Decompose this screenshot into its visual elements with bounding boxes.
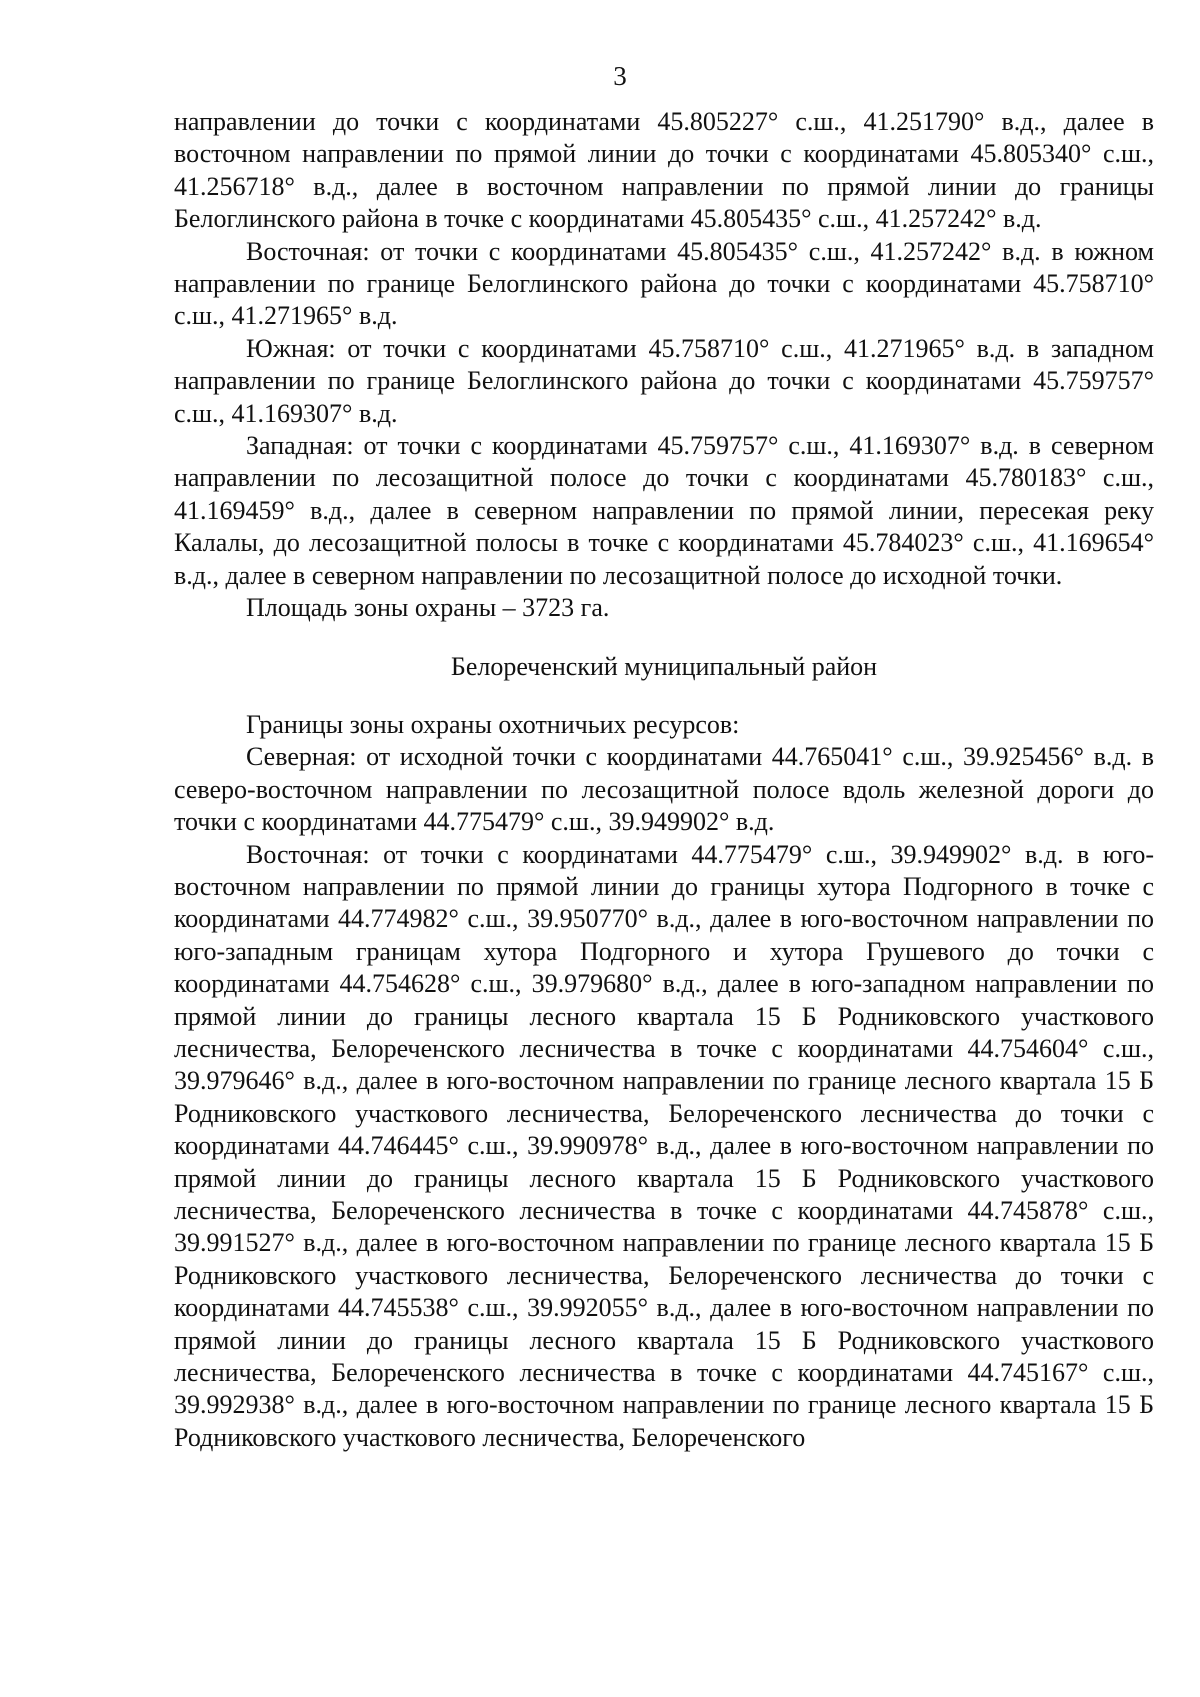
paragraph-western-boundary-beloglinsky: Западная: от точки с координатами 45.759757° с.ш., 41.169307° в.д. в северном направлении по лесозащитной полосе до точки с координатами 45.780183° с.ш., 41.169459° в.д., далее в северном направлении по прямой линии, пересекая реку Калалы, до лесозащитной полосы в точке с координатами 45.784023° с.ш., 41.169654° в.д., далее в северном направлении по лесозащитной полосе до исходной точки. [174, 431, 1154, 590]
paragraph-eastern-boundary-belorechensky: Восточная: от точки с координатами 44.775479° с.ш., 39.949902° в.д. в юго-восточном направлении по прямой линии до границы хутора Подгорного в точке с координатами 44.774982° с.ш., 39.950770° в.д., далее в юго-восточном направлении по юго-западным границам хутора Подгорного и хутора Грушевого до точки с координатами 44.754628° с.ш., 39.979680° в.д., далее в юго-западном направлении по прямой линии до границы лесного квартала 15 Б Родниковского участкового лесничества, Белореченского лесничества в точке с координатами 44.754604° с.ш., 39.979646° в.д., далее в юго-восточном направлении по границе лесного квартала 15 Б Родниковского участкового лесничества, Белореченского лесничества до точки с координатами 44.746445° с.ш., 39.990978° в.д., далее в юго-восточном направлении по прямой линии до границы лесного квартала 15 Б Родниковского участкового лесничества, Белореченского лесничества в точке с координатами 44.745878° с.ш., 39.991527° в.д., далее в юго-восточном направлении по границе лесного квартала 15 Б Родниковского участкового лесничества, Белореченского лесничества до точки с координатами 44.745538° с.ш., 39.992055° в.д., далее в юго-восточном направлении по прямой линии до границы лесного квартала 15 Б Родниковского участкового лесничества, Белореченского лесничества в точке с координатами 44.745167° с.ш., 39.992938° в.д., далее в юго-восточном направлении по границе лесного квартала 15 Б Родниковского участкового лесничества, Белореченского [174, 839, 1154, 1452]
paragraph-northern-boundary-continuation: направлении до точки с координатами 45.805227° с.ш., 41.251790° в.д., далее в восточном направлении по прямой линии до точки с координатами 45.805340° с.ш., 41.256718° в.д., далее в восточном направлении по прямой линии до границы Белоглинского района в точке с координатами 45.805435° с.ш., 41.257242° в.д. [174, 107, 1154, 234]
page-number: 3 [613, 61, 627, 91]
paragraph-boundaries-intro: Границы зоны охраны охотничьих ресурсов: [246, 709, 740, 739]
paragraph-southern-boundary-beloglinsky: Южная: от точки с координатами 45.758710° с.ш., 41.271965° в.д. в западном направлении по границе Белоглинского района до точки с координатами 45.759757° с.ш., 41.169307° в.д. [174, 333, 1154, 428]
section-heading-belorechensky-district: Белореченский муниципальный район [450, 651, 878, 681]
paragraph-northern-boundary-belorechensky: Северная: от исходной точки с координатами 44.765041° с.ш., 39.925456° в.д. в северо-восточном направлении по лесозащитной полосе вдоль железной дороги до точки с координатами 44.775479° с.ш., 39.949902° в.д. [174, 742, 1154, 837]
paragraph-protection-zone-area: Площадь зоны охраны – 3723 га. [246, 593, 610, 623]
document-body [174, 106, 1154, 1454]
paragraph-eastern-boundary-beloglinsky: Восточная: от точки с координатами 45.805435° с.ш., 41.257242° в.д. в южном направлении по границе Белоглинского района до точки с координатами 45.758710° с.ш., 41.271965° в.д. [174, 236, 1154, 331]
